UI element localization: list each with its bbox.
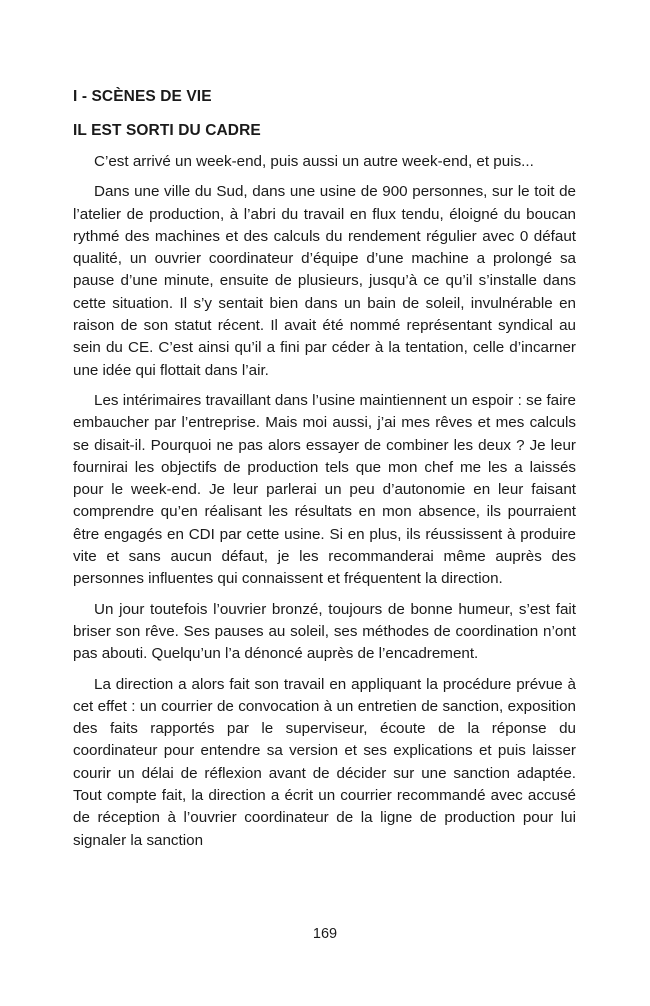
section-title: I - SCÈNES DE VIE <box>73 88 212 105</box>
chapter-title: IL EST SORTI DU CADRE <box>73 122 261 139</box>
paragraph: Dans une ville du Sud, dans une usine de 900 personnes, sur le toit de l’atelier de production, à l’abri du travail en flux tendu, éloigné du boucan rythmé des machines et des calculs du rendement régulier avec 0 défaut qualité, un ouvrier coordinateur d’équipe d’une machine a prolongé sa pause d’une minute, ensuite de plusieurs, jusqu’à ce qu’il s’installe dans cette situation. Il s’y sentait bien dans un bain de soleil, invulnérable en raison de son statut récent. Il avait été nommé représentant syndical au sein du CE. C’est ainsi qu’il a fini par céder à la tentation, celle d’incarner une idée qui flottait dans l’air. <box>73 183 576 379</box>
page-number: 169 <box>312 926 338 942</box>
paragraph: Un jour toutefois l’ouvrier bronzé, toujours de bonne humeur, s’est fait briser son rêve. Ses pauses au soleil, ses méthodes de coordination n’ont pas abouti. Quelqu’un l’a dénoncé auprès de l’encadrement. <box>73 600 576 663</box>
page-body <box>73 86 576 860</box>
paragraph: C’est arrivé un week-end, puis aussi un autre week-end, et puis... <box>94 153 534 170</box>
paragraph: Les intérimaires travaillant dans l’usine maintiennent un espoir : se faire embaucher par l’entreprise. Mais moi aussi, j’ai mes rêves et mes calculs se disait-il. Pourquoi ne pas alors essayer de combiner les deux ? Je leur fournirai les objectifs de production tels que mon chef me les a laissés pour le week-end. Je leur parlerai un peu d’autonomie en leur faisant comprendre qu’en réalisant les résultats en mon absence, ils pourraient être engagés en CDI par cette usine. Si en plus, ils réussissent à produire vite et sans aucun défaut, je les recommanderai même auprès des personnes influentes qui connaissent et fréquentent la direction. <box>73 391 576 588</box>
paragraph: La direction a alors fait son travail en appliquant la procédure prévue à cet effet : un courrier de convocation à un entretien de sanction, exposition des faits rapportés par le superviseur, écoute de la réponse du coordinateur pour entendre sa version et ses explications et puis laisser courir un délai de réflexion avant de décider sur une sanction adaptée. Tout compte fait, la direction a écrit un courrier recommandé avec accusé de réception à l’ouvrier coordinateur de la ligne de production pour lui signaler la sanction <box>73 675 576 849</box>
